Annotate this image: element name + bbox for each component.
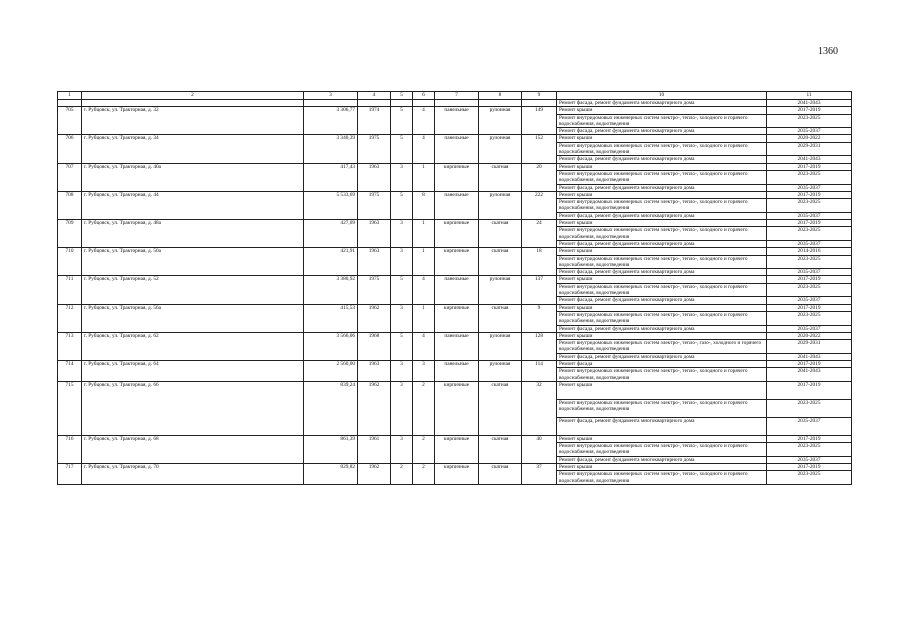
period-cell: 2017-2019 xyxy=(767,360,852,367)
period-cell: 2029-2031 xyxy=(767,142,852,156)
column-number: 10 xyxy=(557,92,767,100)
record-number: 716 xyxy=(58,435,82,463)
record-number: 717 xyxy=(58,464,82,485)
period-cell: 2023-2025 xyxy=(767,255,852,269)
period-cell: 2017-2019 xyxy=(767,276,852,283)
period-cell: 2017-2019 xyxy=(767,220,852,227)
residents-cell: 37 xyxy=(522,464,557,485)
capital-repair-table xyxy=(57,91,852,485)
empty-cell xyxy=(58,100,82,107)
address-cell: г. Рубцовск, ул. Тракторная, д. 62 xyxy=(82,332,304,360)
period-cell: 2023-2025 xyxy=(767,114,852,128)
roof-type-cell: скатная xyxy=(479,464,522,485)
work-type-cell: Ремонт фасада, ремонт фундамента многоквартирного дома xyxy=(557,240,767,247)
walls-material-cell: панельные xyxy=(435,135,479,163)
area-cell: 3 340,39 xyxy=(304,135,358,163)
work-type-cell: Ремонт внутридомовых инженерных систем электро-, тепло-, холодного и горячего водоснабжения, водоотведения xyxy=(557,399,767,417)
work-type-cell: Ремонт фасада, ремонт фундамента многоквартирного дома xyxy=(557,325,767,332)
work-type-cell: Ремонт крыши xyxy=(557,220,767,227)
column-number: 3 xyxy=(304,92,358,100)
roof-type-cell: скатная xyxy=(479,381,522,435)
work-type-cell: Ремонт внутридомовых инженерных систем электро-, тепло-, холодного и горячего водоснабжения, водоотведения xyxy=(557,199,767,213)
address-cell: г. Рубцовск, ул. Тракторная, д. 70 xyxy=(82,464,304,485)
period-cell: 2017-2019 xyxy=(767,304,852,311)
record-number: 713 xyxy=(58,332,82,360)
empty-cell xyxy=(522,100,557,107)
work-type-cell: Ремонт внутридомовых инженерных систем электро-, тепло-, холодного и горячего водоснабжения, водоотведения xyxy=(557,142,767,156)
column-number: 9 xyxy=(522,92,557,100)
roof-type-cell: скатная xyxy=(479,248,522,276)
column-number-row xyxy=(58,92,852,100)
column-number: 4 xyxy=(358,92,391,100)
address-cell: г. Рубцовск, ул. Тракторная, д. 34 xyxy=(82,135,304,163)
period-cell: 2017-2019 xyxy=(767,381,852,399)
area-cell: 829,82 xyxy=(304,464,358,485)
work-type-cell: Ремонт фасада, ремонт фундамента многоквартирного дома xyxy=(557,456,767,463)
walls-material-cell: кирпичные xyxy=(435,163,479,191)
year-cell: 1962 xyxy=(358,381,391,435)
period-cell: 2017-2019 xyxy=(767,163,852,170)
work-type-cell: Ремонт крыши xyxy=(557,435,767,442)
period-cell: 2023-2025 xyxy=(767,283,852,297)
year-cell: 1962 xyxy=(358,464,391,485)
roof-type-cell: скатная xyxy=(479,435,522,463)
floors-cell: 3 xyxy=(391,381,413,435)
walls-material-cell: кирпичные xyxy=(435,304,479,332)
area-cell: 417,43 xyxy=(304,163,358,191)
empty-cell xyxy=(435,100,479,107)
table-row xyxy=(58,163,852,170)
address-cell: г. Рубцовск, ул. Тракторная, д. 48а xyxy=(82,220,304,248)
period-cell: 2020-2022 xyxy=(767,332,852,339)
record-number: 712 xyxy=(58,304,82,332)
address-cell: г. Рубцовск, ул. Тракторная, д. 50а xyxy=(82,248,304,276)
record-number: 714 xyxy=(58,360,82,381)
residents-cell: 128 xyxy=(522,332,557,360)
entrances-cell: 8 xyxy=(413,191,435,219)
entrances-cell: 1 xyxy=(413,163,435,191)
table-row xyxy=(58,304,852,311)
work-type-cell: Ремонт крыши xyxy=(557,381,767,399)
work-type-cell: Ремонт крыши xyxy=(557,464,767,471)
work-type-cell: Ремонт крыши xyxy=(557,332,767,339)
empty-cell xyxy=(479,100,522,107)
roof-type-cell: рулонная xyxy=(479,191,522,219)
period-cell: 2035-2037 xyxy=(767,128,852,135)
table-row xyxy=(58,220,852,227)
work-type-cell: Ремонт фасада, ремонт фундамента многоквартирного дома xyxy=(557,269,767,276)
record-number: 708 xyxy=(58,191,82,219)
walls-material-cell: кирпичные xyxy=(435,435,479,463)
floors-cell: 3 xyxy=(391,304,413,332)
period-cell: 2017-2019 xyxy=(767,464,852,471)
period-cell: 2023-2025 xyxy=(767,311,852,325)
work-type-cell: Ремонт внутридомовых инженерных систем электро-, тепло-, холодного и горячего водоснабжения, водоотведения xyxy=(557,368,767,382)
period-cell: 2035-2037 xyxy=(767,269,852,276)
entrances-cell: 2 xyxy=(413,435,435,463)
record-number: 710 xyxy=(58,248,82,276)
work-type-cell: Ремонт крыши xyxy=(557,191,767,198)
floors-cell: 3 xyxy=(391,435,413,463)
floors-cell: 5 xyxy=(391,135,413,163)
period-cell: 2020-2022 xyxy=(767,135,852,142)
work-type-cell: Ремонт внутридомовых инженерных систем электро-, тепло-, холодного и горячего водоснабжения, водоотведения xyxy=(557,283,767,297)
year-cell: 1968 xyxy=(358,332,391,360)
address-cell: г. Рубцовск, ул. Тракторная, д. 44 xyxy=(82,191,304,219)
entrances-cell: 4 xyxy=(413,107,435,135)
address-cell: г. Рубцовск, ул. Тракторная, д. 64 xyxy=(82,360,304,381)
entrances-cell: 4 xyxy=(413,332,435,360)
entrances-cell: 1 xyxy=(413,220,435,248)
floors-cell: 5 xyxy=(391,191,413,219)
period-cell: 2023-2025 xyxy=(767,399,852,417)
year-cell: 1961 xyxy=(358,435,391,463)
record-number: 705 xyxy=(58,107,82,135)
work-type-cell: Ремонт крыши xyxy=(557,304,767,311)
floors-cell: 3 xyxy=(391,163,413,191)
column-number: 1 xyxy=(58,92,82,100)
period-cell: 2014-2016 xyxy=(767,248,852,255)
entrances-cell: 2 xyxy=(413,381,435,435)
walls-material-cell: панельные xyxy=(435,276,479,304)
table-row xyxy=(58,360,852,367)
record-number: 706 xyxy=(58,135,82,163)
residents-cell: 114 xyxy=(522,360,557,381)
column-number: 7 xyxy=(435,92,479,100)
continuation-row xyxy=(58,100,852,107)
column-number: 6 xyxy=(413,92,435,100)
period-cell: 2023-2025 xyxy=(767,199,852,213)
period-cell: 2035-2037 xyxy=(767,212,852,219)
period-cell: 2041-2043 xyxy=(767,368,852,382)
work-type-cell: Ремонт фасада xyxy=(557,360,767,367)
work-type-cell: Ремонт внутридомовых инженерных систем электро-, тепло-, газо-, холодного и горячего водоснабжения, водоотведения xyxy=(557,340,767,354)
page-number: 1360 xyxy=(818,46,838,57)
area-cell: 3 566,06 xyxy=(304,332,358,360)
record-number: 711 xyxy=(58,276,82,304)
period-cell: 2023-2025 xyxy=(767,227,852,241)
work-type-cell: Ремонт фасада, ремонт фундамента многоквартирного дома xyxy=(557,417,767,435)
roof-type-cell: рулонная xyxy=(479,107,522,135)
work-type-cell: Ремонт внутридомовых инженерных систем электро-, тепло-, холодного и горячего водоснабжения, водоотведения xyxy=(557,170,767,184)
year-cell: 1975 xyxy=(358,135,391,163)
empty-cell xyxy=(304,100,358,107)
year-cell: 1963 xyxy=(358,220,391,248)
column-number: 2 xyxy=(82,92,304,100)
area-cell: 3 380,92 xyxy=(304,276,358,304)
year-cell: 1963 xyxy=(358,163,391,191)
table-row xyxy=(58,276,852,283)
walls-material-cell: кирпичные xyxy=(435,381,479,435)
work-type-cell: Ремонт внутридомовых инженерных систем электро-, тепло-, холодного и горячего водоснабжения, водоотведения xyxy=(557,443,767,457)
column-number: 5 xyxy=(391,92,413,100)
address-cell: г. Рубцовск, ул. Тракторная, д. 32 xyxy=(82,107,304,135)
floors-cell: 2 xyxy=(391,464,413,485)
area-cell: 3 306,77 xyxy=(304,107,358,135)
table-row xyxy=(58,435,852,442)
table-row xyxy=(58,248,852,255)
area-cell: 415,53 xyxy=(304,304,358,332)
year-cell: 1974 xyxy=(358,107,391,135)
residents-cell: 137 xyxy=(522,276,557,304)
entrances-cell: 1 xyxy=(413,248,435,276)
address-cell: г. Рубцовск, ул. Тракторная, д. 66 xyxy=(82,381,304,435)
walls-material-cell: панельные xyxy=(435,360,479,381)
area-cell: 2 560,00 xyxy=(304,360,358,381)
residents-cell: 222 xyxy=(522,191,557,219)
period-cell: 2023-2025 xyxy=(767,471,852,485)
work-type-cell: Ремонт крыши xyxy=(557,135,767,142)
work-type-cell: Ремонт внутридомовых инженерных систем электро-, тепло-, холодного и горячего водоснабжения, водоотведения xyxy=(557,471,767,485)
year-cell: 1963 xyxy=(358,248,391,276)
table-body xyxy=(58,92,852,485)
roof-type-cell: рулонная xyxy=(479,276,522,304)
empty-cell xyxy=(358,100,391,107)
period-cell: 2035-2037 xyxy=(767,297,852,304)
empty-cell xyxy=(82,100,304,107)
period-cell: 2035-2037 xyxy=(767,456,852,463)
period-cell: 2017-2019 xyxy=(767,435,852,442)
record-number: 707 xyxy=(58,163,82,191)
work-type-cell: Ремонт фасада, ремонт фундамента многоквартирного дома xyxy=(557,100,767,107)
period-cell: 2041-2043 xyxy=(767,353,852,360)
year-cell: 1975 xyxy=(358,276,391,304)
empty-cell xyxy=(391,100,413,107)
area-cell: 421,91 xyxy=(304,248,358,276)
roof-type-cell: рулонная xyxy=(479,135,522,163)
roof-type-cell: рулонная xyxy=(479,360,522,381)
year-cell: 1963 xyxy=(358,360,391,381)
residents-cell: 152 xyxy=(522,135,557,163)
period-cell: 2035-2037 xyxy=(767,417,852,435)
record-number: 715 xyxy=(58,381,82,435)
work-type-cell: Ремонт внутридомовых инженерных систем электро-, тепло-, холодного и горячего водоснабжения, водоотведения xyxy=(557,255,767,269)
record-number: 709 xyxy=(58,220,82,248)
work-type-cell: Ремонт фасада, ремонт фундамента многоквартирного дома xyxy=(557,297,767,304)
table-row xyxy=(58,191,852,198)
period-cell: 2017-2019 xyxy=(767,107,852,114)
table-row xyxy=(58,135,852,142)
residents-cell: 18 xyxy=(522,248,557,276)
work-type-cell: Ремонт внутридомовых инженерных систем электро-, тепло-, холодного и горячего водоснабжения, водоотведения xyxy=(557,227,767,241)
residents-cell: 149 xyxy=(522,107,557,135)
work-type-cell: Ремонт крыши xyxy=(557,107,767,114)
period-cell: 2035-2037 xyxy=(767,184,852,191)
entrances-cell: 4 xyxy=(413,135,435,163)
table-row xyxy=(58,107,852,114)
work-type-cell: Ремонт фасада, ремонт фундамента многоквартирного дома xyxy=(557,353,767,360)
period-cell: 2023-2025 xyxy=(767,170,852,184)
walls-material-cell: панельные xyxy=(435,107,479,135)
work-type-cell: Ремонт крыши xyxy=(557,276,767,283)
residents-cell: 32 xyxy=(522,381,557,435)
roof-type-cell: скатная xyxy=(479,304,522,332)
walls-material-cell: кирпичные xyxy=(435,220,479,248)
walls-material-cell: кирпичные xyxy=(435,464,479,485)
entrances-cell: 2 xyxy=(413,464,435,485)
work-type-cell: Ремонт фасада, ремонт фундамента многоквартирного дома xyxy=(557,128,767,135)
column-number: 11 xyxy=(767,92,852,100)
period-cell: 2035-2037 xyxy=(767,325,852,332)
address-cell: г. Рубцовск, ул. Тракторная, д. 56а xyxy=(82,304,304,332)
entrances-cell: 1 xyxy=(413,304,435,332)
period-cell: 2029-2031 xyxy=(767,340,852,354)
roof-type-cell: скатная xyxy=(479,220,522,248)
address-cell: г. Рубцовск, ул. Тракторная, д. 40а xyxy=(82,163,304,191)
period-cell: 2023-2025 xyxy=(767,443,852,457)
area-cell: 5 533,69 xyxy=(304,191,358,219)
area-cell: 861,39 xyxy=(304,435,358,463)
work-type-cell: Ремонт крыши xyxy=(557,248,767,255)
work-type-cell: Ремонт крыши xyxy=(557,163,767,170)
floors-cell: 5 xyxy=(391,332,413,360)
period-cell: 2041-2043 xyxy=(767,100,852,107)
roof-type-cell: скатная xyxy=(479,163,522,191)
floors-cell: 3 xyxy=(391,248,413,276)
table-row xyxy=(58,381,852,399)
residents-cell: 24 xyxy=(522,220,557,248)
work-type-cell: Ремонт фасада, ремонт фундамента многоквартирного дома xyxy=(557,212,767,219)
walls-material-cell: панельные xyxy=(435,191,479,219)
table-row xyxy=(58,332,852,339)
address-cell: г. Рубцовск, ул. Тракторная, д. 68 xyxy=(82,435,304,463)
floors-cell: 5 xyxy=(391,107,413,135)
floors-cell: 5 xyxy=(391,276,413,304)
address-cell: г. Рубцовск, ул. Тракторная, д. 52 xyxy=(82,276,304,304)
year-cell: 1962 xyxy=(358,304,391,332)
column-number: 8 xyxy=(479,92,522,100)
residents-cell: 9 xyxy=(522,304,557,332)
walls-material-cell: кирпичные xyxy=(435,248,479,276)
area-cell: 839,24 xyxy=(304,381,358,435)
area-cell: 427,09 xyxy=(304,220,358,248)
roof-type-cell: рулонная xyxy=(479,332,522,360)
table-row xyxy=(58,464,852,471)
empty-cell xyxy=(413,100,435,107)
floors-cell: 3 xyxy=(391,360,413,381)
work-type-cell: Ремонт фасада, ремонт фундамента многоквартирного дома xyxy=(557,156,767,163)
year-cell: 1975 xyxy=(358,191,391,219)
work-type-cell: Ремонт внутридомовых инженерных систем электро-, тепло-, холодного и горячего водоснабжения, водоотведения xyxy=(557,114,767,128)
period-cell: 2035-2037 xyxy=(767,240,852,247)
floors-cell: 3 xyxy=(391,220,413,248)
work-type-cell: Ремонт внутридомовых инженерных систем электро-, тепло-, холодного и горячего водоснабжения, водоотведения xyxy=(557,311,767,325)
residents-cell: 20 xyxy=(522,163,557,191)
period-cell: 2041-2043 xyxy=(767,156,852,163)
residents-cell: 40 xyxy=(522,435,557,463)
period-cell: 2017-2019 xyxy=(767,191,852,198)
walls-material-cell: панельные xyxy=(435,332,479,360)
work-type-cell: Ремонт фасада, ремонт фундамента многоквартирного дома xyxy=(557,184,767,191)
entrances-cell: 4 xyxy=(413,276,435,304)
entrances-cell: 3 xyxy=(413,360,435,381)
